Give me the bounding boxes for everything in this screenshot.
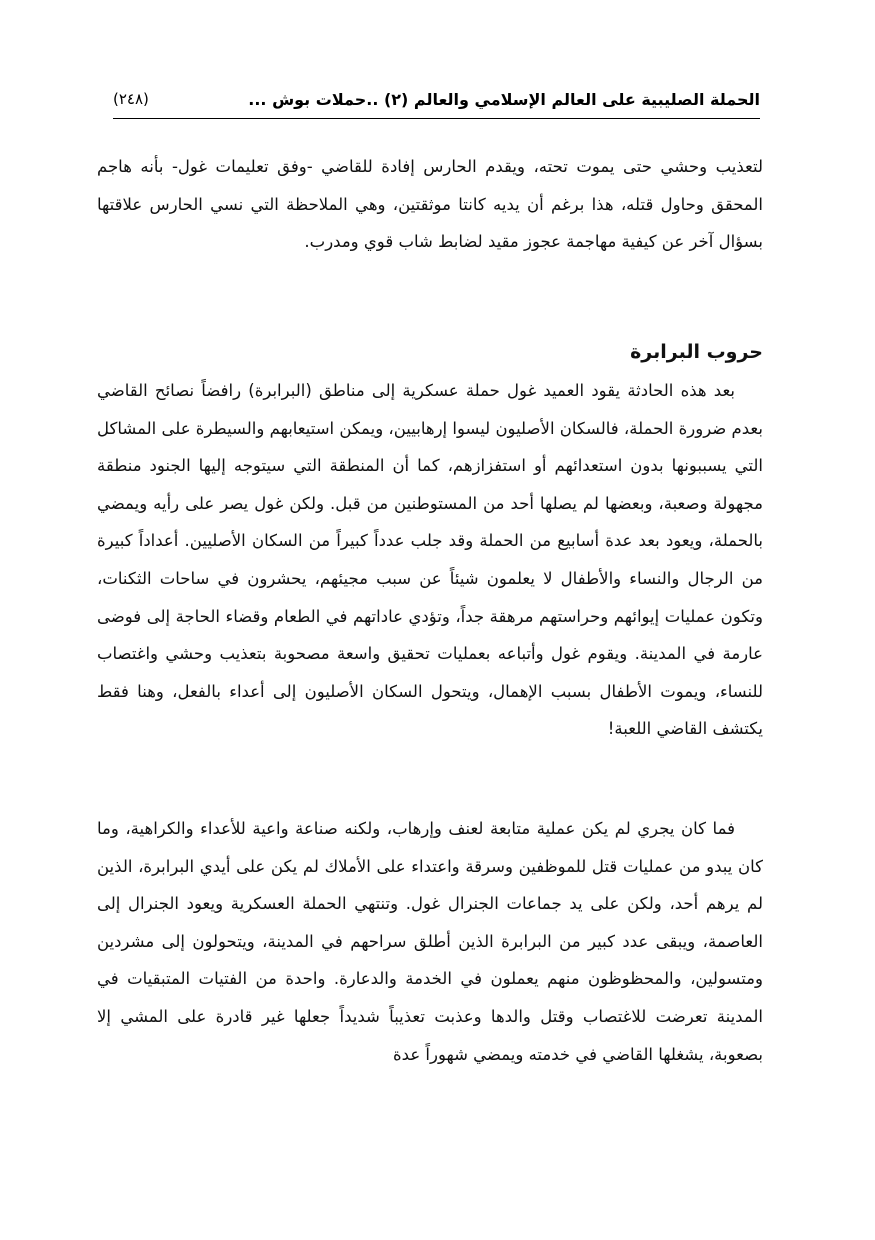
paragraph-1: لتعذيب وحشي حتى يموت تحته، ويقدم الحارس إفادة للقاضي -وفق تعليمات غول- بأنه هاجم المحقق وحاول قتله، هذا برغم أن يديه كانتا موثقتين، وهي الملاحظة التي نسي الحارس علاقتها بسؤال آخر عن كيفية مهاجمة عجوز مقيد لضابط شاب قوي ومدرب. [97, 157, 763, 252]
header-divider [113, 118, 760, 119]
section-heading: حروب البرابرة [630, 341, 763, 363]
running-header [113, 82, 760, 116]
paragraph-2: بعد هذه الحادثة يقود العميد غول حملة عسكرية إلى مناطق (البرابرة) رافضاً نصائح القاضي بعدم ضرورة الحملة، فالسكان الأصليون ليسوا إرهابيين، ويمكن استيعابهم والسيطرة على المشاكل التي يسببونها بدون استعدائهم أو استفزازهم، كما أن المنطقة التي سيتوجه إليها الجنود منطقة مجهولة وصعبة، وبعضها لم يصلها أحد من المستوطنين من قبل. ولكن غول يصر على رأيه ويمضي بالحملة، ويعود بعد عدة أسابيع من الحملة وقد جلب عدداً كبيراً من السكان الأصليين. أعداداً كبيرة من الرجال والنساء والأطفال لا يعلمون شيئاً عن سبب مجيئهم، يحشرون في ساحات الثكنات، وتكون عمليات إيوائهم وحراستهم مرهقة جداً، وتؤدي عاداتهم في الطعام وقضاء الحاجة إلى فوضى عارمة في المدينة. ويقوم غول وأتباعه بعمليات تحقيق واسعة مصحوبة بتعذيب وحشي واغتصاب للنساء، ويموت الأطفال بسبب الإهمال، ويتحول السكان الأصليون إلى أعداء بالفعل، وهنا فقط يكتشف القاضي اللعبة! [97, 381, 763, 739]
paragraph-3: فما كان يجري لم يكن عملية متابعة لعنف وإرهاب، ولكنه صناعة واعية للأعداء والكراهية، وما كان يبدو من عمليات قتل للموظفين وسرقة واعتداء على الأملاك لم يكن على أيدي البرابرة، الذين لم يرهم أحد، ولكن على يد جماعات الجنرال غول. وتنتهي الحملة العسكرية ويعود الجنرال إلى العاصمة، ويبقى عدد كبير من البرابرة الذين أطلق سراحهم في المدينة، ويتحولون إلى مشردين ومتسولين، والمحظوظون منهم يعملون في الخدمة والدعارة. واحدة من الفتيات المتبقيات في المدينة تعرضت للاغتصاب وقتل والدها وعذبت تعذيباً شديداً جعلها غير قادرة على المشي إلا بصعوبة، يشغلها القاضي في خدمته ويمضي شهوراً عدة [97, 819, 763, 1064]
header-title: الحملة الصليبية على العالم الإسلامي والعالم (٢) ..حملات بوش ... [248, 89, 760, 109]
page-number: (٢٤٨) [113, 90, 149, 108]
